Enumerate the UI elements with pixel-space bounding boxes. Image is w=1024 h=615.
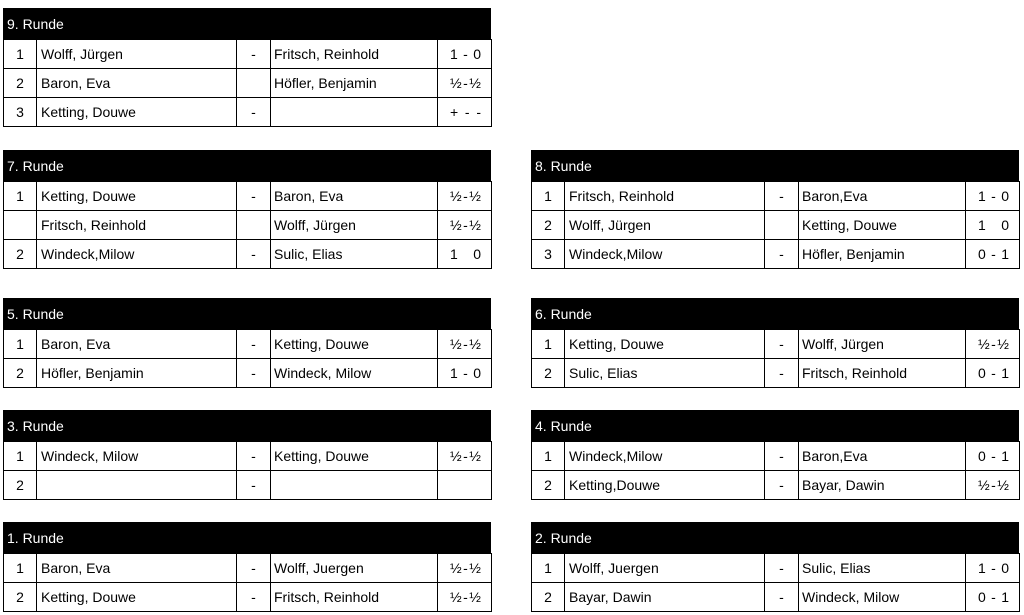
result-white: ½ [450, 336, 462, 352]
table-row [532, 359, 1020, 388]
result-separator: - [991, 589, 996, 605]
board-number: 1 [4, 40, 37, 69]
black-player [271, 471, 438, 500]
board-number: 1 [4, 182, 37, 211]
result-white: ½ [450, 560, 462, 576]
pair-separator: - [237, 359, 271, 388]
result-black: ½ [469, 448, 481, 464]
result-separator: - [463, 589, 468, 605]
result [438, 240, 492, 269]
round-block [3, 522, 491, 612]
result [966, 330, 1020, 359]
table-row [532, 211, 1020, 240]
black-player: Baron, Eva [271, 182, 438, 211]
result-white: + [450, 104, 459, 120]
round-block [3, 410, 491, 500]
result-separator: - [463, 46, 468, 62]
black-player: Ketting, Douwe [271, 330, 438, 359]
table-row [4, 69, 492, 98]
result-black: 1 [1001, 246, 1009, 262]
result-separator: - [991, 246, 996, 262]
round-block [531, 522, 1019, 612]
pair-separator: - [765, 471, 799, 500]
result [438, 69, 492, 98]
table-row [4, 182, 492, 211]
pair-separator: - [765, 554, 799, 583]
result-white: ½ [450, 188, 462, 204]
board-number: 2 [532, 359, 565, 388]
white-player: Bayar, Dawin [565, 583, 765, 612]
result-white: ½ [978, 336, 990, 352]
pairings-table [3, 441, 492, 500]
result-separator: - [463, 560, 468, 576]
result-black: ½ [469, 336, 481, 352]
board-number: 1 [4, 554, 37, 583]
white-player: Baron, Eva [37, 330, 237, 359]
table-row [4, 554, 492, 583]
pair-separator: - [237, 330, 271, 359]
round-title: 6. Runde [531, 298, 1019, 329]
result-white: 1 [978, 188, 986, 204]
result-white: ½ [450, 448, 462, 464]
pairings-table [531, 553, 1020, 612]
result [438, 554, 492, 583]
black-player: Wolff, Juergen [271, 554, 438, 583]
black-player: Sulic, Elias [799, 554, 966, 583]
result [438, 359, 492, 388]
table-row [532, 471, 1020, 500]
result-separator: - [463, 336, 468, 352]
result-separator: - [464, 104, 470, 120]
table-row [532, 442, 1020, 471]
result-white: 1 [450, 246, 458, 262]
pairings-table [3, 553, 492, 612]
result-black: 0 [473, 46, 481, 62]
result-black: ½ [469, 560, 481, 576]
board-number: 1 [532, 554, 565, 583]
black-player: Ketting, Douwe [271, 442, 438, 471]
black-player: Fritsch, Reinhold [271, 583, 438, 612]
result-white: 0 [978, 589, 986, 605]
table-row [532, 583, 1020, 612]
result-white: 1 [450, 46, 458, 62]
result [966, 211, 1020, 240]
table-row [4, 583, 492, 612]
result-black: ½ [997, 477, 1009, 493]
table-row [532, 554, 1020, 583]
board-number: 2 [532, 471, 565, 500]
result-black: 0 [473, 365, 481, 381]
round-title: 2. Runde [531, 522, 1019, 553]
table-row [4, 240, 492, 269]
result [438, 330, 492, 359]
table-row [4, 471, 492, 500]
round-title: 5. Runde [3, 298, 491, 329]
result-black: ½ [997, 336, 1009, 352]
board-number: 1 [532, 182, 565, 211]
round-title: 4. Runde [531, 410, 1019, 441]
white-player: Fritsch, Reinhold [37, 211, 237, 240]
white-player: Sulic, Elias [565, 359, 765, 388]
table-row [4, 40, 492, 69]
pairings-table [3, 329, 492, 388]
white-player: Wolff, Jürgen [565, 211, 765, 240]
result-black: ½ [469, 217, 481, 233]
pair-separator: - [765, 359, 799, 388]
result-black: 0 [1001, 217, 1009, 233]
black-player: Fritsch, Reinhold [271, 40, 438, 69]
result [966, 471, 1020, 500]
result-white: ½ [450, 589, 462, 605]
board-number: 2 [4, 69, 37, 98]
result-black: ½ [469, 188, 481, 204]
white-player: Wolff, Juergen [565, 554, 765, 583]
result [966, 554, 1020, 583]
result [966, 182, 1020, 211]
pair-separator: - [765, 240, 799, 269]
board-number: 1 [4, 330, 37, 359]
black-player: Sulic, Elias [271, 240, 438, 269]
pairings-table [531, 441, 1020, 500]
round-title: 8. Runde [531, 150, 1019, 181]
white-player: Windeck,Milow [565, 442, 765, 471]
table-row [4, 211, 492, 240]
table-row [4, 330, 492, 359]
pair-separator: - [765, 182, 799, 211]
result-black: - [476, 104, 481, 120]
round-block [531, 150, 1019, 269]
pair-separator: - [237, 40, 271, 69]
pairings-table [3, 181, 492, 269]
result-white: 1 [978, 217, 986, 233]
pair-separator: - [237, 583, 271, 612]
result-separator: - [991, 477, 996, 493]
result-white: 1 [978, 560, 986, 576]
result-separator: - [991, 560, 996, 576]
result-black: 1 [1001, 589, 1009, 605]
board-number: 3 [532, 240, 565, 269]
pair-separator: - [765, 442, 799, 471]
pairings-table [531, 181, 1020, 269]
board-number: 1 [4, 442, 37, 471]
white-player: Ketting, Douwe [37, 182, 237, 211]
round-title: 7. Runde [3, 150, 491, 181]
result-separator: - [991, 448, 996, 464]
result-separator: - [463, 365, 468, 381]
result [438, 471, 492, 500]
result [438, 442, 492, 471]
board-number: 2 [532, 211, 565, 240]
black-player: Windeck, Milow [799, 583, 966, 612]
white-player: Ketting, Douwe [37, 98, 237, 127]
black-player: Ketting, Douwe [799, 211, 966, 240]
result [438, 182, 492, 211]
white-player [37, 471, 237, 500]
white-player: Höfler, Benjamin [37, 359, 237, 388]
result-black: 0 [473, 246, 481, 262]
result-separator: - [463, 217, 468, 233]
board-number: 3 [4, 98, 37, 127]
white-player: Windeck,Milow [37, 240, 237, 269]
table-row [4, 442, 492, 471]
round-block [3, 298, 491, 388]
black-player: Fritsch, Reinhold [799, 359, 966, 388]
result [438, 211, 492, 240]
result-black: 0 [1001, 188, 1009, 204]
white-player: Baron, Eva [37, 554, 237, 583]
pair-separator [237, 211, 271, 240]
round-block [3, 150, 491, 269]
result-black: ½ [469, 75, 481, 91]
round-block [531, 410, 1019, 500]
table-row [4, 98, 492, 127]
result-separator: - [991, 336, 996, 352]
white-player: Ketting, Douwe [565, 330, 765, 359]
pair-separator: - [237, 240, 271, 269]
pair-separator: - [765, 583, 799, 612]
result-black: ½ [469, 589, 481, 605]
black-player: Höfler, Benjamin [799, 240, 966, 269]
result-white: ½ [978, 477, 990, 493]
board-number: 2 [532, 583, 565, 612]
board-number: 2 [4, 359, 37, 388]
result-black: 1 [1001, 448, 1009, 464]
board-number: 1 [532, 330, 565, 359]
result-black: 1 [1001, 365, 1009, 381]
round-title: 9. Runde [3, 8, 491, 39]
pair-separator: - [237, 442, 271, 471]
pairings-table [531, 329, 1020, 388]
result [438, 583, 492, 612]
result [966, 583, 1020, 612]
result-white: 0 [978, 365, 986, 381]
white-player: Ketting,Douwe [565, 471, 765, 500]
result-separator: - [463, 188, 468, 204]
result-separator: - [463, 75, 468, 91]
white-player: Windeck, Milow [37, 442, 237, 471]
result-separator: - [463, 448, 468, 464]
table-row [532, 240, 1020, 269]
table-row [532, 330, 1020, 359]
board-number: 2 [4, 471, 37, 500]
round-block [531, 298, 1019, 388]
white-player: Wolff, Jürgen [37, 40, 237, 69]
white-player: Ketting, Douwe [37, 583, 237, 612]
black-player: Wolff, Jürgen [271, 211, 438, 240]
black-player: Wolff, Jürgen [799, 330, 966, 359]
result [966, 359, 1020, 388]
result-white: 0 [978, 246, 986, 262]
result-white: ½ [450, 75, 462, 91]
result [438, 40, 492, 69]
pair-separator: - [237, 98, 271, 127]
pair-separator [237, 69, 271, 98]
board-number: 2 [4, 583, 37, 612]
black-player: Baron,Eva [799, 182, 966, 211]
result-white: 1 [450, 365, 458, 381]
result [966, 240, 1020, 269]
white-player: Windeck,Milow [565, 240, 765, 269]
white-player: Baron, Eva [37, 69, 237, 98]
round-title: 1. Runde [3, 522, 491, 553]
result-white: 0 [978, 448, 986, 464]
pairings-table [3, 39, 492, 127]
black-player: Höfler, Benjamin [271, 69, 438, 98]
result-black: 0 [1001, 560, 1009, 576]
pair-separator [765, 211, 799, 240]
black-player: Windeck, Milow [271, 359, 438, 388]
result-separator: - [991, 365, 996, 381]
black-player: Bayar, Dawin [799, 471, 966, 500]
black-player [271, 98, 438, 127]
pair-separator: - [237, 471, 271, 500]
result-separator: - [991, 188, 996, 204]
result [966, 442, 1020, 471]
black-player: Baron,Eva [799, 442, 966, 471]
round-block [3, 8, 491, 127]
result [438, 98, 492, 127]
result-white: ½ [450, 217, 462, 233]
table-row [532, 182, 1020, 211]
white-player: Fritsch, Reinhold [565, 182, 765, 211]
round-title: 3. Runde [3, 410, 491, 441]
board-number: 2 [4, 240, 37, 269]
board-number: 1 [532, 442, 565, 471]
table-row [4, 359, 492, 388]
pair-separator: - [765, 330, 799, 359]
pair-separator: - [237, 182, 271, 211]
pair-separator: - [237, 554, 271, 583]
board-number [4, 211, 37, 240]
